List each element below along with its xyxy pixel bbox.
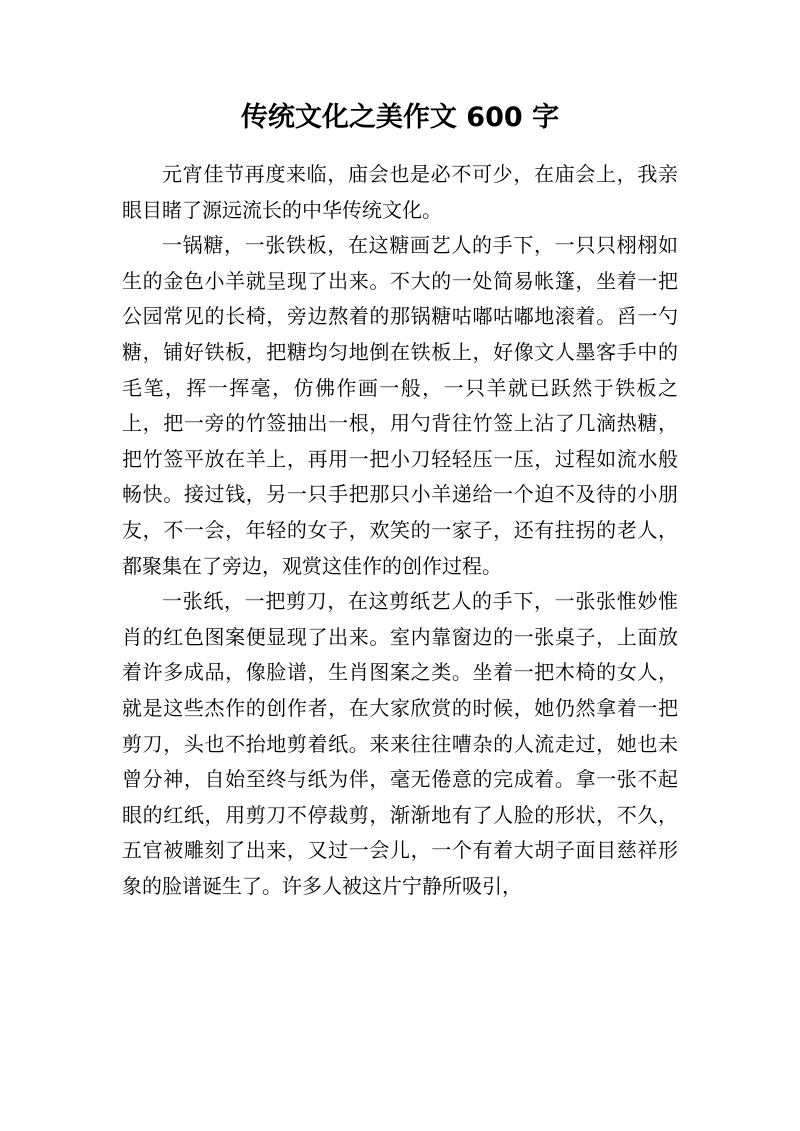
document-body [122,157,678,904]
paragraph-3: 一张纸，一把剪刀，在这剪纸艺人的手下，一张张惟妙惟肖的红色图案便显现了出来。室内靠窗边的一张桌子，上面放着许多成品，像脸谱，生肖图案之类。坐着一把木椅的女人，就是这些杰作的创作者，在大家欣赏的时候，她仍然拿着一把剪刀，头也不抬地剪着纸。来来往往嘈杂的人流走过，她也未曾分神，自始至终与纸为伴，毫无倦意的完成着。拿一张不起眼的红纸，用剪刀不停裁剪，渐渐地有了人脸的形状，不久，五官被雕刻了出来，又过一会儿，一个有着大胡子面目慈祥形象的脸谱诞生了。许多人被这片宁静所吸引， [122,589,678,898]
paragraph-1: 元宵佳节再度来临，庙会也是必不可少，在庙会上，我亲眼目睹了源远流长的中华传统文化。 [122,162,678,222]
paragraph-2: 一锅糖，一张铁板，在这糖画艺人的手下，一只只栩栩如生的金色小羊就呈现了出来。不大的一处简易帐篷，坐着一把公园常见的长椅，旁边熬着的那锅糖咕嘟咕嘟地滚着。舀一勺糖，铺好铁板，把糖均匀地倒在铁板上，好像文人墨客手中的毛笔，挥一挥毫，仿佛作画一般，一只羊就已跃然于铁板之上，把一旁的竹签抽出一根，用勺背往竹签上沾了几滴热糖，把竹签平放在羊上，再用一把小刀轻轻压一压，过程如流水般畅快。接过钱，另一只手把那只小羊递给一个迫不及待的小朋友，不一会，年轻的女子，欢笑的一家子，还有拄拐的老人，都聚集在了旁边，观赏这佳作的创作过程。 [122,233,678,578]
document-title: 传统文化之美作文 600 字 [240,102,560,133]
